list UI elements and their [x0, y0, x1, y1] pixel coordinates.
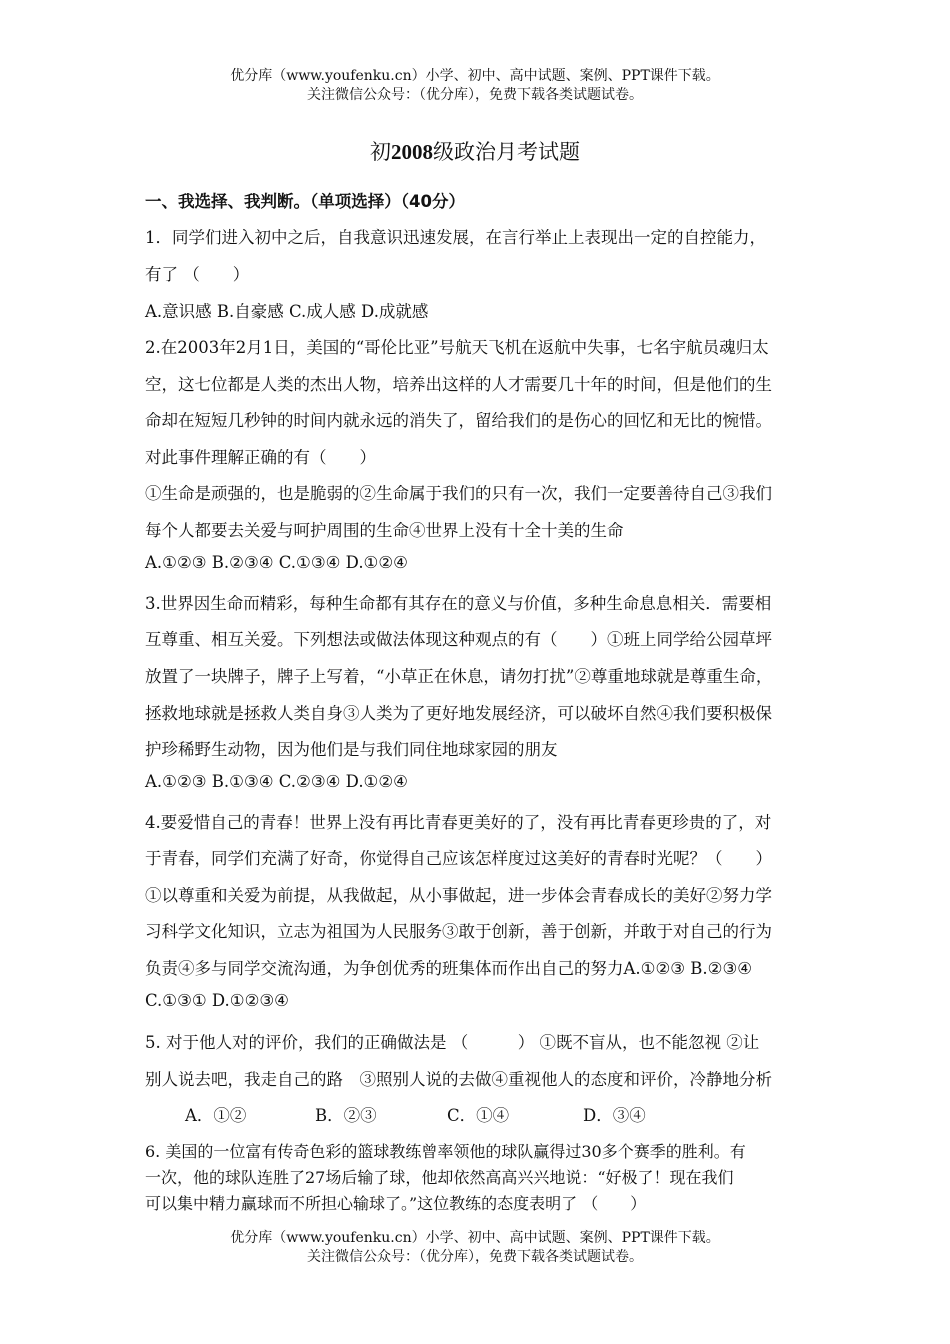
question-line: 3.世界因生命而精彩，每种生命都有其存在的意义与价值，多种生命息息相关．需要相 [145, 594, 772, 613]
question-line: 空，这七位都是人类的杰出人物，培养出这样的人才需要几十年的时间，但是他们的生 [145, 375, 772, 394]
question-line: 2.在2003年2月1日，美国的“哥伦比亚”号航天飞机在返航中失事，七名宇航员魂归太 [145, 338, 769, 357]
question-line: 互尊重、相互关爱。下列想法或做法体现这种观点的有（ ）①班上同学给公园草坪 [145, 630, 772, 649]
q5-option-b: B．②③ [315, 1106, 377, 1125]
question-line: 护珍稀野生动物，因为他们是与我们同住地球家园的朋友 [145, 740, 558, 759]
section-heading: 一、我选择、我判断。（单项选择）（40分） [145, 192, 465, 211]
header-line-1: 优分库（www.youfenku.cn）小学、初中、高中试题、案例、PPT课件下载。 [230, 68, 720, 84]
question-line: 拯救地球就是拯救人类自身③人类为了更好地发展经济，可以破坏自然④我们要积极保 [145, 704, 772, 723]
question-line: 每个人都要去关爱与呵护周围的生命④世界上没有十全十美的生命 [145, 521, 624, 540]
question-line: 4.要爱惜自己的青春！世界上没有再比青春更美好的了，没有再比青春更珍贵的了，对 [145, 813, 772, 832]
title-year: 2008 [391, 140, 433, 164]
question-line: 6. 美国的一位富有传奇色彩的篮球教练曾率领他的球队赢得过30多个赛季的胜利。有 [145, 1142, 746, 1161]
question-line: 可以集中精力赢球而不所担心输球了。”这位教练的态度表明了 （ ） [145, 1194, 647, 1213]
question-line: 别人说去吧，我走自己的路 ③照别人说的去做④重视他人的态度和评价，冷静地分析 [145, 1070, 772, 1089]
question-line: 有了 （ ） [145, 265, 250, 284]
exam-title [0, 136, 950, 166]
question-line: 放置了一块牌子，牌子上写着，“小草正在休息，请勿打扰”②尊重地球就是尊重生命， [145, 667, 773, 686]
footer-line-1: 优分库（www.youfenku.cn）小学、初中、高中试题、案例、PPT课件下载。 [230, 1230, 720, 1246]
title-suffix: 级政治月考试题 [433, 140, 580, 164]
footer-line-2: 关注微信公众号：（优分库），免费下载各类试题试卷。 [307, 1249, 643, 1265]
answer-options: A.①②③ B.①③④ C.②③④ D.①②④ [145, 772, 408, 791]
question-line: 对此事件理解正确的有（ ） [145, 448, 376, 467]
title-prefix: 初 [370, 140, 391, 164]
question-line: 1．同学们进入初中之后，自我意识迅速发展，在言行举止上表现出一定的自控能力， [145, 228, 766, 247]
q5-answer-options [185, 1102, 646, 1126]
question-line: 一次，他的球队连胜了27场后输了球，他却依然高高兴兴地说：“好极了！现在我们 [145, 1168, 734, 1187]
q5-option-d: D．③④ [583, 1106, 646, 1125]
answer-options: A.意识感 B.自豪感 C.成人感 D.成就感 [145, 302, 429, 321]
question-line: 命却在短短几秒钟的时间内就永远的消失了，留给我们的是伤心的回忆和无比的惋惜。 [145, 411, 772, 430]
header-line-2: 关注微信公众号：（优分库），免费下载各类试题试卷。 [307, 87, 643, 103]
question-line: 负责④多与同学交流沟通，为争创优秀的班集体而作出自己的努力A.①②③ B.②③④ [145, 959, 753, 978]
question-line: 习科学文化知识，立志为祖国为人民服务③敢于创新，善于创新，并敢于对自己的行为 [145, 922, 772, 941]
question-line: 5. 对于他人对的评价，我们的正确做法是 （ ） ①既不盲从，也不能忽视 ②让 [145, 1033, 760, 1052]
question-line: ①生命是顽强的，也是脆弱的②生命属于我们的只有一次，我们一定要善待自己③我们 [145, 484, 772, 503]
question-line: ①以尊重和关爱为前提，从我做起，从小事做起，进一步体会青春成长的美好②努力学 [145, 886, 772, 905]
page-header [0, 67, 950, 105]
question-line: 于青春，同学们充满了好奇，你觉得自己应该怎样度过这美好的青春时光呢？（ ） [145, 849, 772, 868]
answer-options: A.①②③ B.②③④ C.①③④ D.①②④ [145, 553, 408, 572]
answer-options: C.①③① D.①②③④ [145, 991, 289, 1010]
page-footer [0, 1229, 950, 1267]
q5-option-c: C．①④ [447, 1106, 510, 1125]
q5-option-a: A．①② [185, 1106, 247, 1125]
